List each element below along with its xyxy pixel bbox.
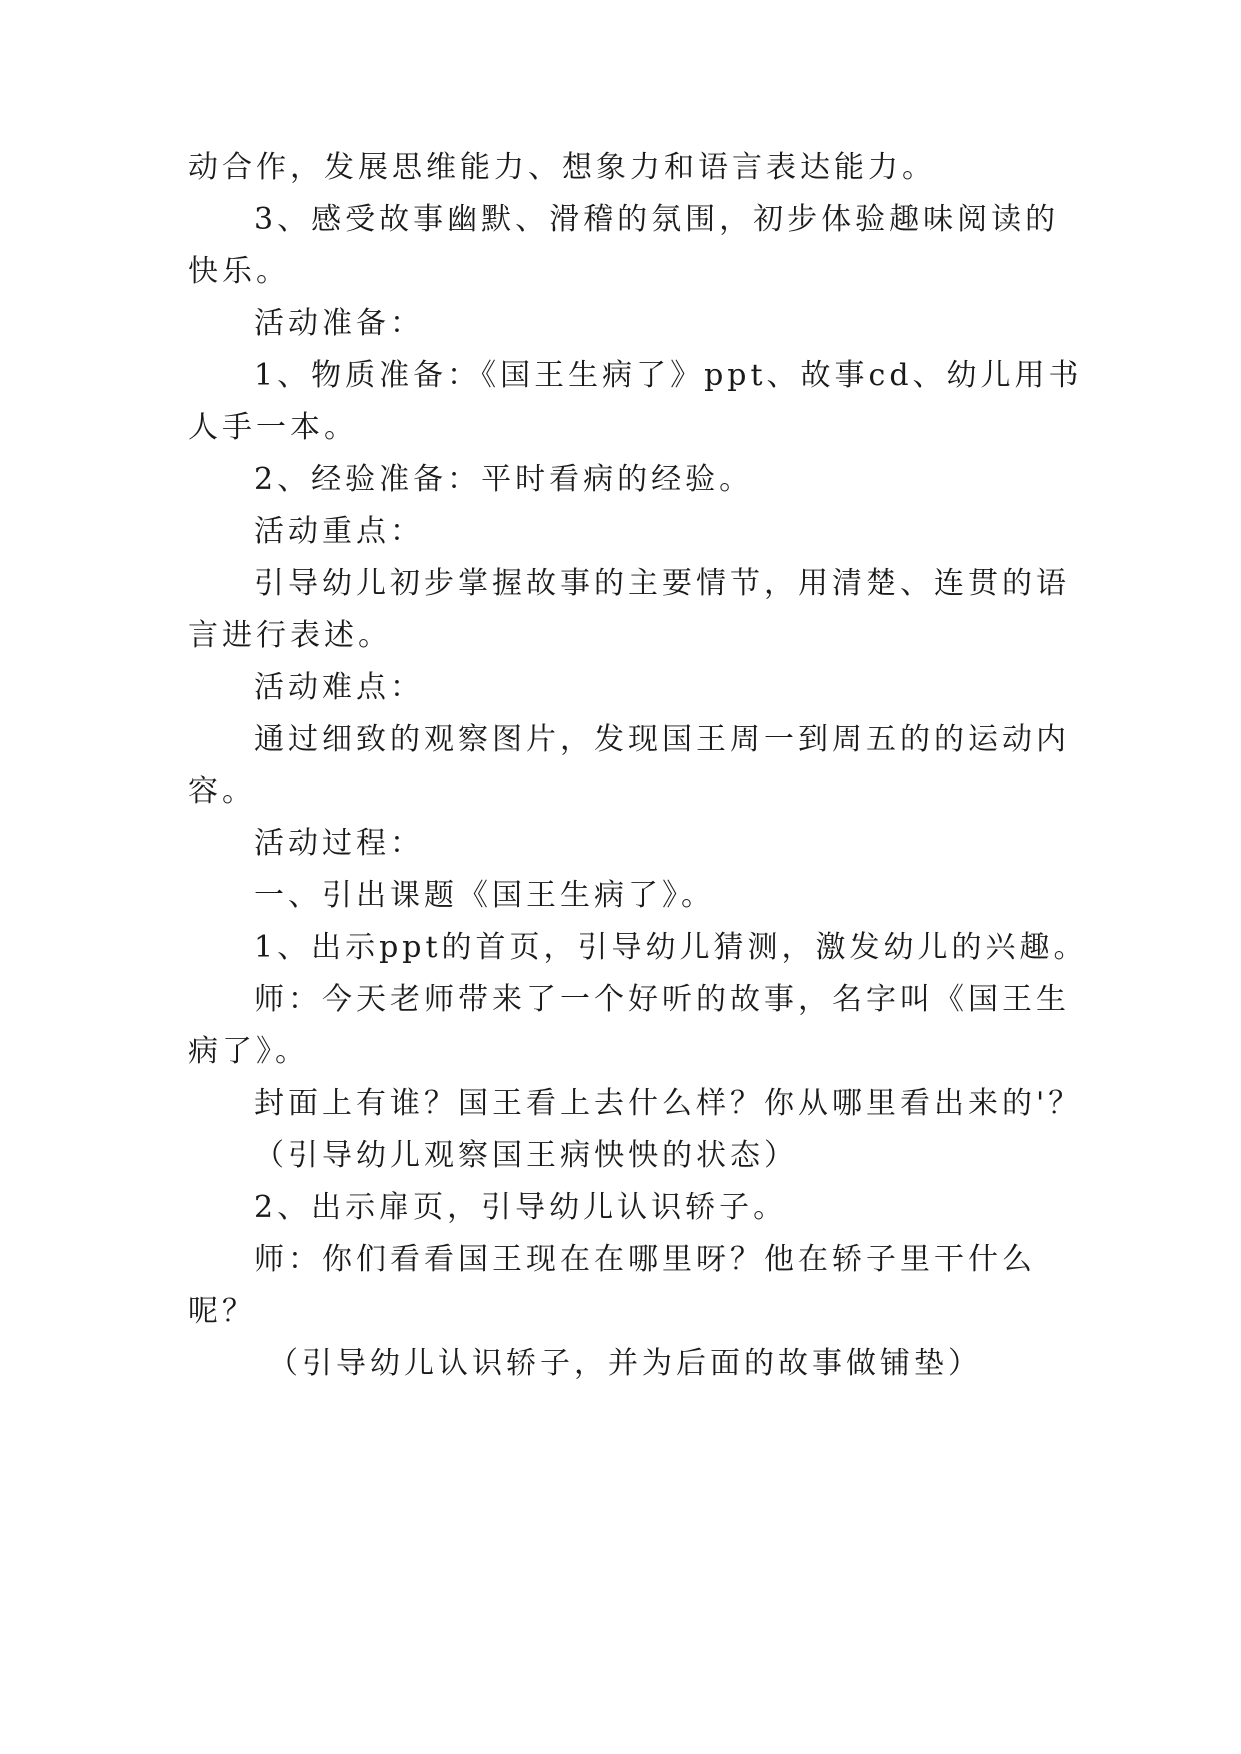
- text-line: 2、经验准备：平时看病的经验。: [254, 462, 754, 497]
- section-heading: 活动重点：: [254, 514, 424, 549]
- text-line: 人手一本。: [188, 410, 358, 445]
- text-line: 动合作，发展思维能力、想象力和语言表达能力。: [188, 150, 936, 185]
- text-line: 1、物质准备：《国王生病了》ppt、故事cd、幼儿用书: [254, 358, 1083, 393]
- text-line: 病了》。: [188, 1034, 309, 1069]
- text-line: （引导幼儿认识轿子，并为后面的故事做铺垫）: [268, 1346, 982, 1381]
- section-heading: 活动难点：: [254, 670, 424, 705]
- text-line: 快乐。: [188, 254, 290, 289]
- text-line: （引导幼儿观察国王病怏怏的状态）: [254, 1138, 798, 1173]
- section-heading: 活动准备：: [254, 306, 424, 341]
- text-line: 3、感受故事幽默、滑稽的氛围，初步体验趣味阅读的: [254, 202, 1060, 237]
- section-heading: 活动过程：: [254, 826, 424, 861]
- text-line: 通过细致的观察图片，发现国王周一到周五的的运动内: [254, 722, 1070, 757]
- text-line: 封面上有谁？国王看上去什么样？你从哪里看出来的'？: [254, 1086, 1083, 1121]
- text-line: 1、出示ppt的首页，引导幼儿猜测，激发幼儿的兴趣。: [254, 930, 1088, 965]
- text-line: 师：你们看看国王现在在哪里呀？他在轿子里干什么: [254, 1242, 1036, 1277]
- text-line: 师：今天老师带来了一个好听的故事，名字叫《国王生: [254, 982, 1070, 1017]
- text-line: 2、出示扉页，引导幼儿认识轿子。: [254, 1190, 788, 1225]
- text-line: 呢？: [188, 1294, 256, 1329]
- text-line: 一、引出课题《国王生病了》。: [254, 878, 715, 913]
- text-line: 引导幼儿初步掌握故事的主要情节，用清楚、连贯的语: [254, 566, 1070, 601]
- text-line: 容。: [188, 774, 256, 809]
- text-line: 言进行表述。: [188, 618, 392, 653]
